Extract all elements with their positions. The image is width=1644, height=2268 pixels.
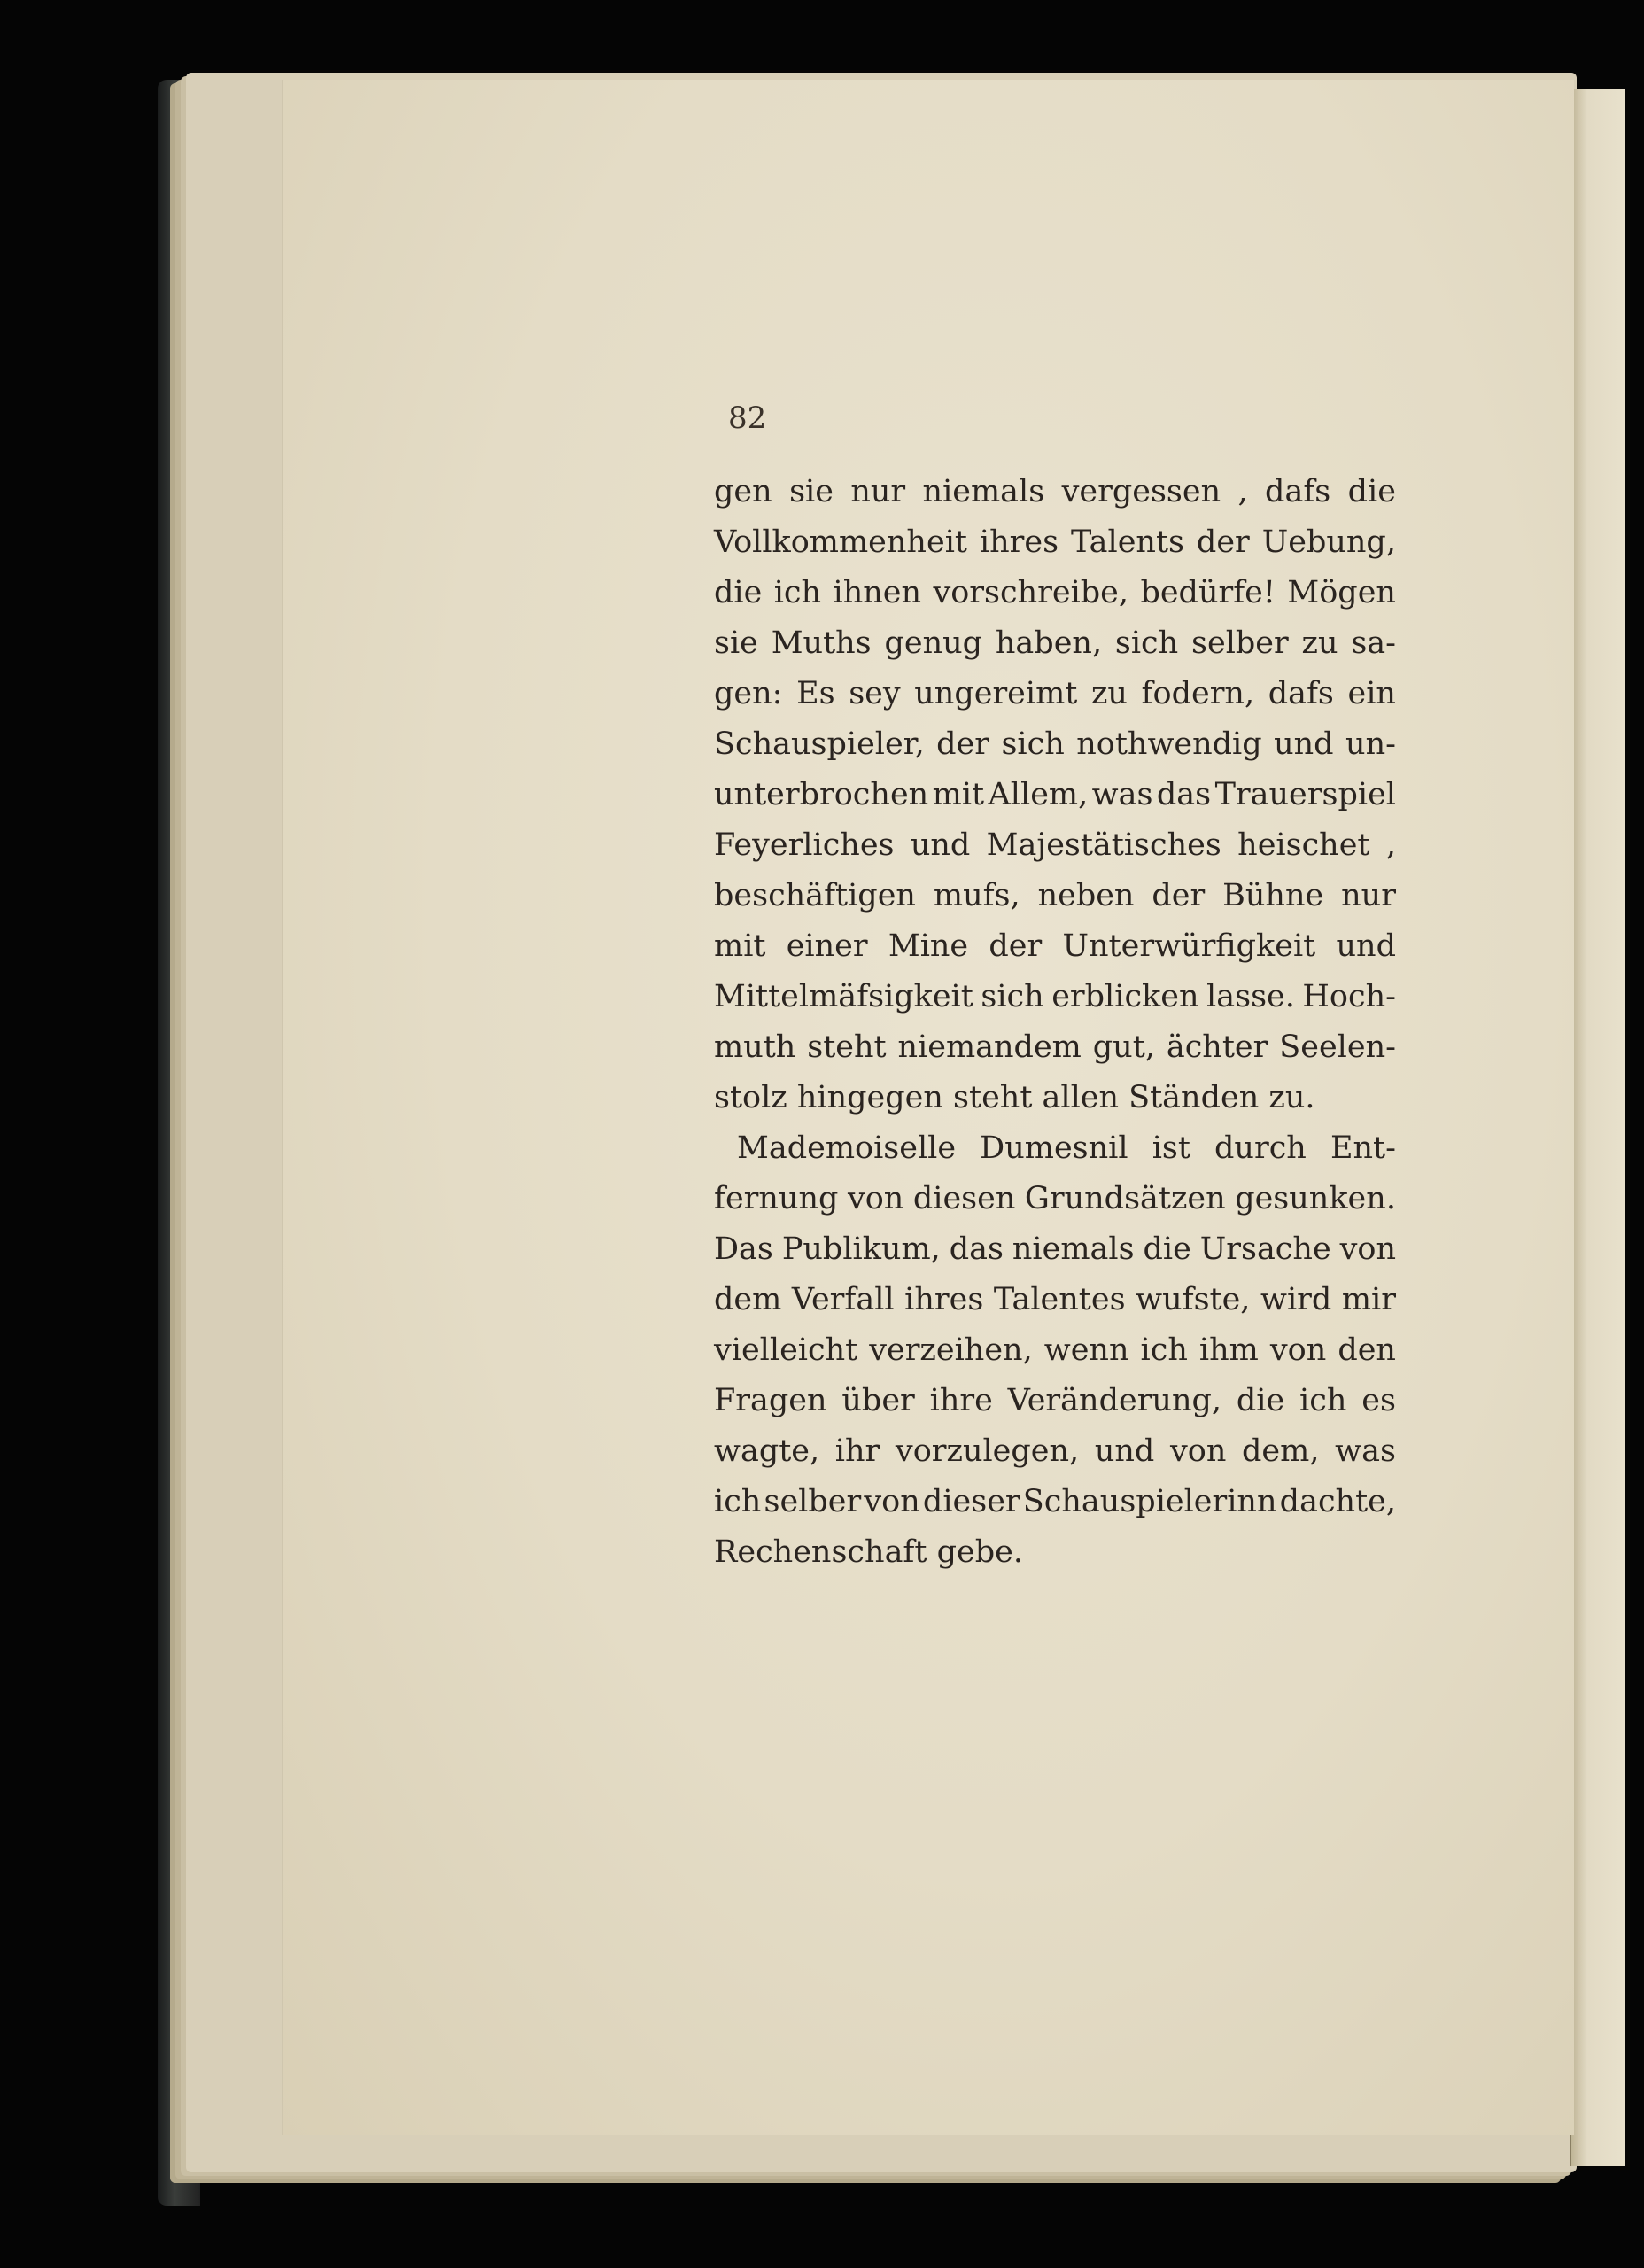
text-line: Schauspieler, der sich nothwendig und un-	[714, 726, 1396, 762]
text-line: unterbrochen mit Allem, was das Trauerspiel	[714, 777, 1396, 812]
text-line: Fragen über ihre Veränderung, die ich es	[714, 1383, 1396, 1418]
text-line: Mittelmäfsigkeit sich erblicken lasse. Hoch-	[714, 979, 1396, 1014]
text-line: stolz hingegen steht allen Ständen zu.	[714, 1080, 1315, 1115]
text-line: Das Publikum, das niemals die Ursache von	[714, 1231, 1396, 1267]
text-line: ich selber von dieser Schauspielerinn dachte,	[714, 1484, 1396, 1519]
page-number: 82	[728, 400, 767, 436]
text-line: Rechenschaft gebe.	[714, 1534, 1023, 1570]
text-line: vielleicht verzeihen, wenn ich ihm von den	[714, 1332, 1396, 1368]
text-line: Feyerliches und Majestätisches heischet ,	[714, 827, 1396, 863]
text-line: wagte, ihr vorzulegen, und von dem, was	[714, 1433, 1396, 1469]
text-line: fernung von diesen Grundsätzen gesunken.	[714, 1181, 1396, 1216]
text-line: Mademoiselle Dumesnil ist durch Ent-	[737, 1130, 1396, 1166]
text-line: gen: Es sey ungereimt zu fodern, dafs ein	[714, 676, 1396, 711]
text-line: muth steht niemandem gut, ächter Seelen-	[714, 1029, 1396, 1065]
text-line: mit einer Mine der Unterwürfigkeit und	[714, 928, 1396, 964]
text-line: dem Verfall ihres Talentes wufste, wird mir	[714, 1282, 1396, 1317]
text-line: sie Muths genug haben, sich selber zu sa-	[714, 625, 1396, 661]
text-line: gen sie nur niemals vergessen , dafs die	[714, 474, 1396, 509]
facing-page-edge	[1570, 89, 1625, 2166]
text-line: die ich ihnen vorschreibe, bedürfe! Mögen	[714, 575, 1396, 610]
text-line: Vollkommenheit ihres Talents der Uebung,	[714, 524, 1396, 560]
text-line: beschäftigen mufs, neben der Bühne nur	[714, 878, 1396, 913]
